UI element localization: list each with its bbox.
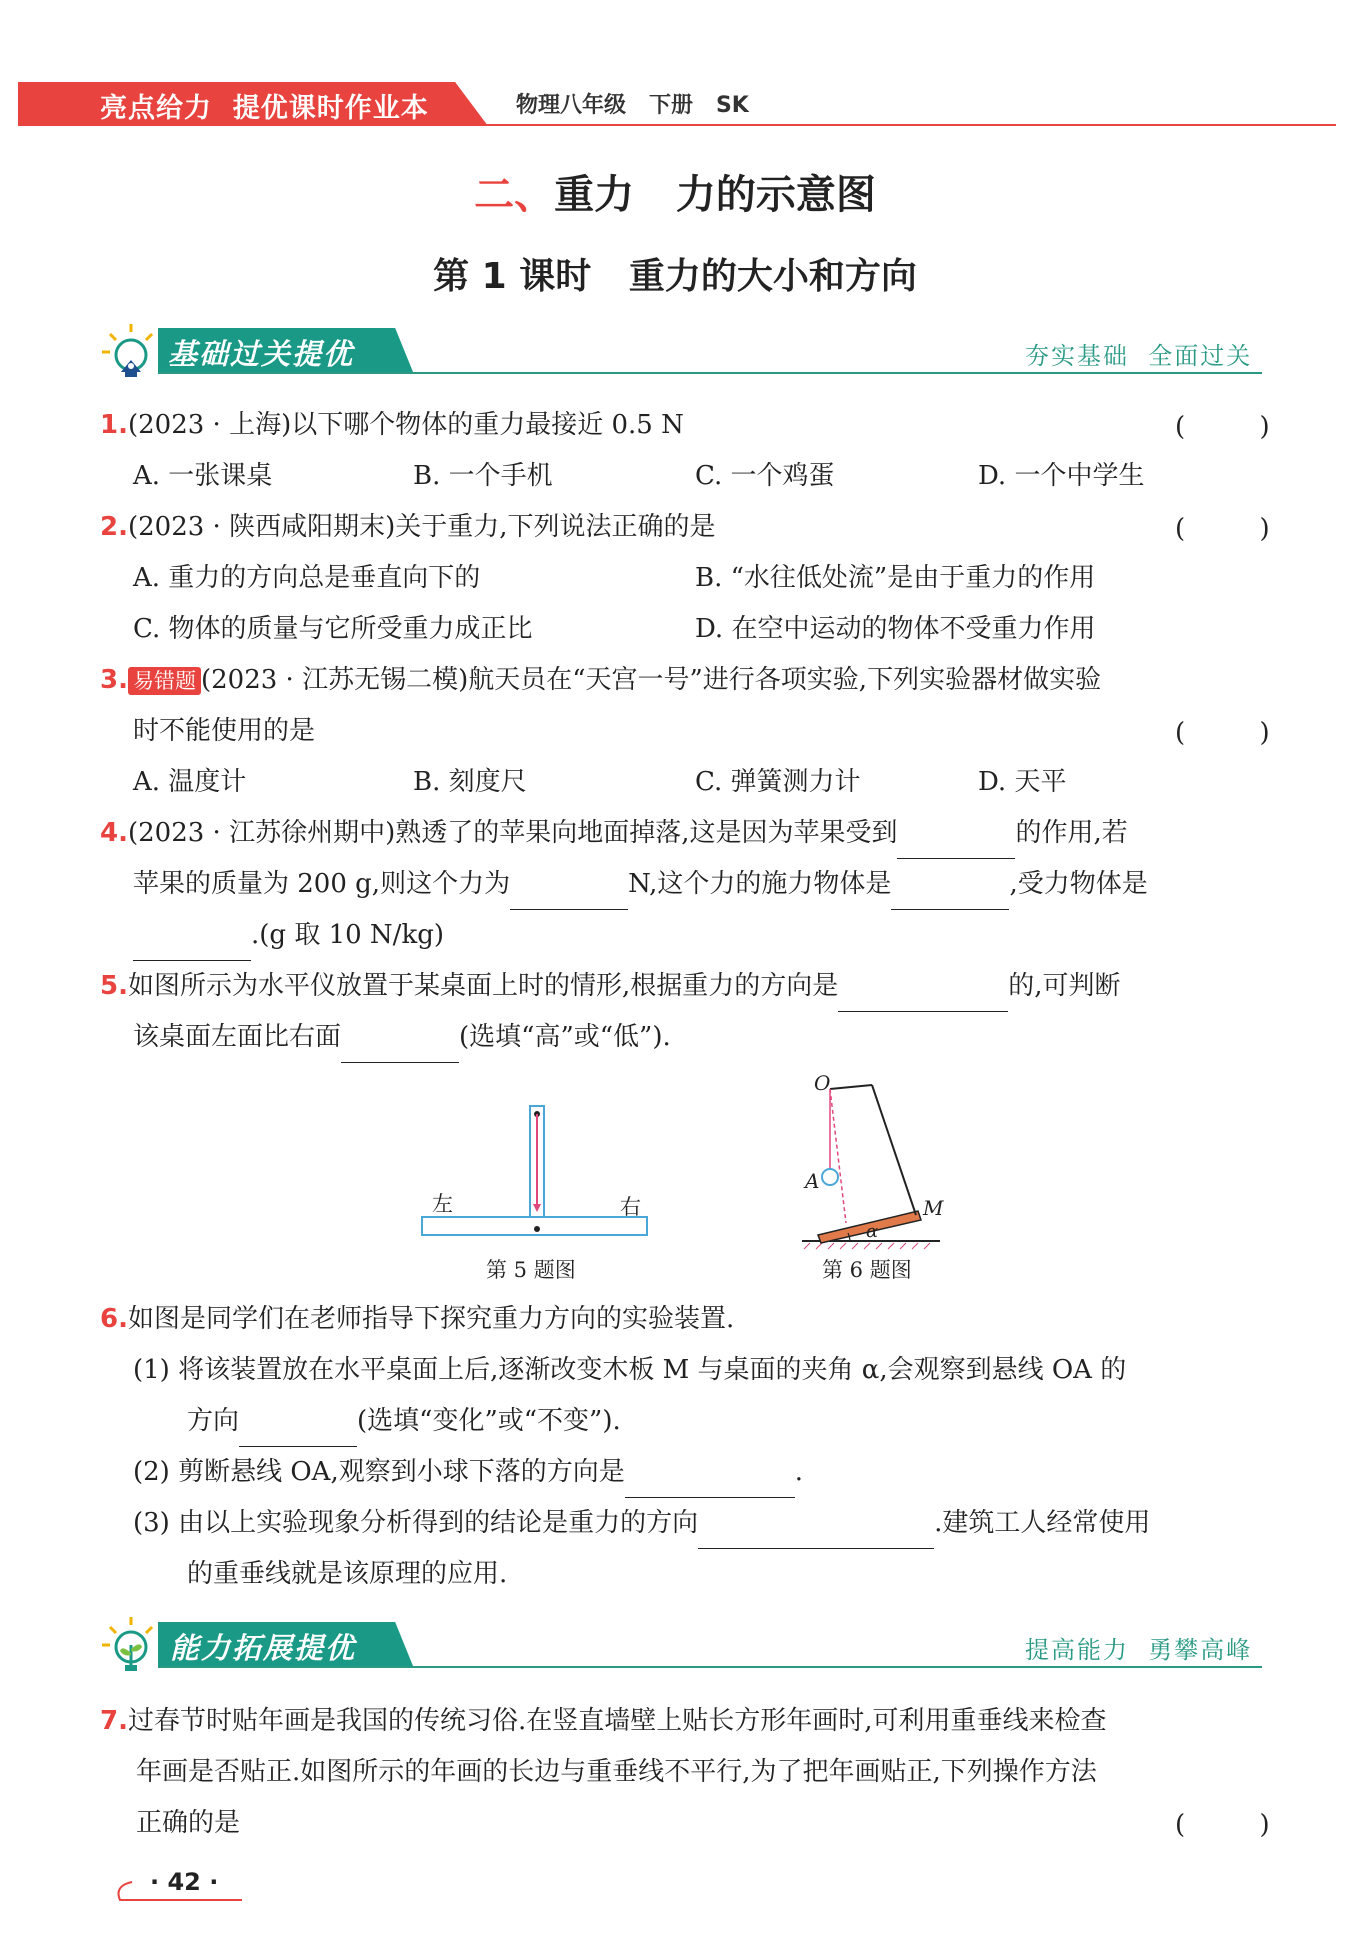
question-4-line2 [133, 859, 1148, 910]
option-d: D. 一个中学生 [978, 461, 1145, 491]
question-6-sub1: (1) 将该装置放在水平桌面上后,逐渐改变木板 M 与桌面的夹角 α,会观察到悬线 OA 的 [133, 1355, 1127, 1385]
question-6-sub3 [133, 1498, 1150, 1549]
bulb-house-icon [100, 322, 162, 378]
question-7-line1 [100, 1696, 1107, 1747]
question-text: . [794, 1457, 803, 1487]
chapter-title [0, 163, 1350, 220]
figure-6-caption: 第 6 题图 [822, 1258, 912, 1282]
question-2-stem [100, 502, 715, 553]
header-band-text: 亮点给力 提优课时作业本 [100, 93, 429, 124]
figure-6-apparatus [790, 1065, 960, 1290]
figure-5-caption: 第 5 题图 [486, 1258, 576, 1282]
question-6-sub3-cont: 的重垂线就是该原理的应用. [187, 1559, 508, 1589]
question-text: (选填“高”或“低”). [459, 1022, 671, 1052]
chapter-prefix: 二、 [474, 172, 555, 218]
lesson-title: 第 1 课时 重力的大小和方向 [433, 256, 917, 297]
answer-parentheses: ( ) [1175, 514, 1270, 544]
header-subject: 物理八年级 下册 SK [516, 93, 749, 118]
option-a: A. 温度计 [133, 767, 247, 797]
question-text: (2023 · 陕西咸阳期末)关于重力,下列说法正确的是 [127, 512, 716, 542]
question-7-line2: 年画是否贴正.如图所示的年画的长边与重垂线不平行,为了把年画贴正,下列操作方法 [136, 1757, 1097, 1787]
option-a: A. 一张课桌 [133, 461, 273, 491]
option-b: B. 一个手机 [413, 461, 553, 491]
answer-blank[interactable] [625, 1467, 795, 1498]
label-o: O [814, 1071, 831, 1095]
question-text: .建筑工人经常使用 [934, 1508, 1151, 1538]
error-prone-tag: 易错题 [128, 667, 201, 695]
section2-slogan: 提高能力 勇攀高峰 [1025, 1636, 1253, 1664]
question-text: ,受力物体是 [1009, 869, 1148, 899]
question-5-line1 [100, 961, 1121, 1012]
label-m: M [923, 1196, 944, 1220]
question-text: (2023 · 上海)以下哪个物体的重力最接近 0.5 N [127, 410, 684, 440]
answer-blank[interactable] [897, 828, 1015, 859]
question-text: 方向 [187, 1406, 240, 1436]
label-a: A [805, 1169, 820, 1193]
section1-rule [158, 372, 1262, 374]
question-3-stem-cont: 时不能使用的是 [133, 716, 316, 746]
question-text: 的,可判断 [1008, 971, 1121, 1001]
header-rule [18, 124, 1336, 126]
label-alpha: α [866, 1221, 879, 1242]
question-3-stem [100, 655, 1101, 706]
section2-label: 能力拓展提优 [170, 1631, 357, 1665]
question-text: .(g 取 10 N/kg) [251, 920, 444, 950]
question-number: 2. [100, 512, 128, 542]
question-text: 苹果的质量为 200 g,则这个力为 [133, 869, 511, 899]
chapter-title-text: 重力 力的示意图 [554, 172, 876, 218]
question-text: (2) 剪断悬线 OA,观察到小球下落的方向是 [133, 1457, 625, 1487]
option-a: A. 重力的方向总是垂直向下的 [133, 563, 481, 593]
question-text: 的作用,若 [1015, 818, 1128, 848]
option-c: C. 物体的质量与它所受重力成正比 [133, 614, 533, 644]
question-1-stem [100, 400, 684, 451]
answer-parentheses: ( ) [1175, 1810, 1270, 1840]
question-6-stem [100, 1294, 734, 1345]
section1-label: 基础过关提优 [168, 337, 355, 371]
question-text: (2023 · 江苏徐州期中)熟透了的苹果向地面掉落,这是因为苹果受到 [127, 818, 898, 848]
question-4-line1 [100, 808, 1128, 859]
question-text: N,这个力的施力物体是 [628, 869, 892, 899]
question-number: 6. [100, 1304, 128, 1334]
answer-blank[interactable] [239, 1416, 357, 1447]
question-number: 4. [100, 818, 128, 848]
answer-parentheses: ( ) [1175, 718, 1270, 748]
option-c: C. 一个鸡蛋 [695, 461, 835, 491]
question-text: (2023 · 江苏无锡二模)航天员在“天宫一号”进行各项实验,下列实验器材做实验 [200, 665, 1102, 695]
option-d: D. 天平 [978, 767, 1067, 797]
label-left: 左 [432, 1192, 453, 1216]
question-4-line3 [133, 910, 444, 961]
option-c: C. 弹簧测力计 [695, 767, 861, 797]
answer-parentheses: ( ) [1175, 412, 1270, 442]
question-number: 1. [100, 410, 128, 440]
answer-blank[interactable] [891, 879, 1009, 910]
answer-blank[interactable] [698, 1518, 934, 1549]
question-number: 7. [100, 1706, 128, 1736]
question-6-sub1-cont [187, 1396, 621, 1447]
option-b: B. 刻度尺 [413, 767, 527, 797]
answer-blank[interactable] [133, 930, 251, 961]
question-number: 3. [100, 665, 128, 695]
ball-a [822, 1169, 838, 1185]
question-7-line3: 正确的是 [136, 1808, 241, 1838]
question-number: 5. [100, 971, 128, 1001]
question-text: 该桌面左面比右面 [133, 1022, 342, 1052]
question-text: 过春节时贴年画是我国的传统习俗.在竖直墙壁上贴长方形年画时,可利用重垂线来检查 [127, 1706, 1107, 1736]
question-text: 如图所示为水平仪放置于某桌面上时的情形,根据重力的方向是 [127, 971, 839, 1001]
label-right: 右 [620, 1195, 641, 1219]
question-text: (3) 由以上实验现象分析得到的结论是重力的方向 [133, 1508, 699, 1538]
option-b: B. “水往低处流”是由于重力的作用 [695, 563, 1096, 593]
section1-slogan: 夯实基础 全面过关 [1025, 342, 1253, 370]
figure-5-level [410, 1100, 660, 1290]
answer-blank[interactable] [341, 1032, 459, 1063]
question-6-sub2 [133, 1447, 803, 1498]
answer-blank[interactable] [510, 879, 628, 910]
table-surface [422, 1217, 647, 1235]
bulb-plant-icon [100, 1615, 162, 1675]
answer-blank[interactable] [838, 981, 1008, 1012]
section2-rule [158, 1666, 1262, 1668]
question-5-line2 [133, 1012, 671, 1063]
page-number: · 42 · [150, 1868, 219, 1896]
question-text: 如图是同学们在老师指导下探究重力方向的实验装置. [127, 1304, 735, 1334]
option-d: D. 在空中运动的物体不受重力作用 [695, 614, 1096, 644]
question-text: (选填“变化”或“不变”). [357, 1406, 621, 1436]
